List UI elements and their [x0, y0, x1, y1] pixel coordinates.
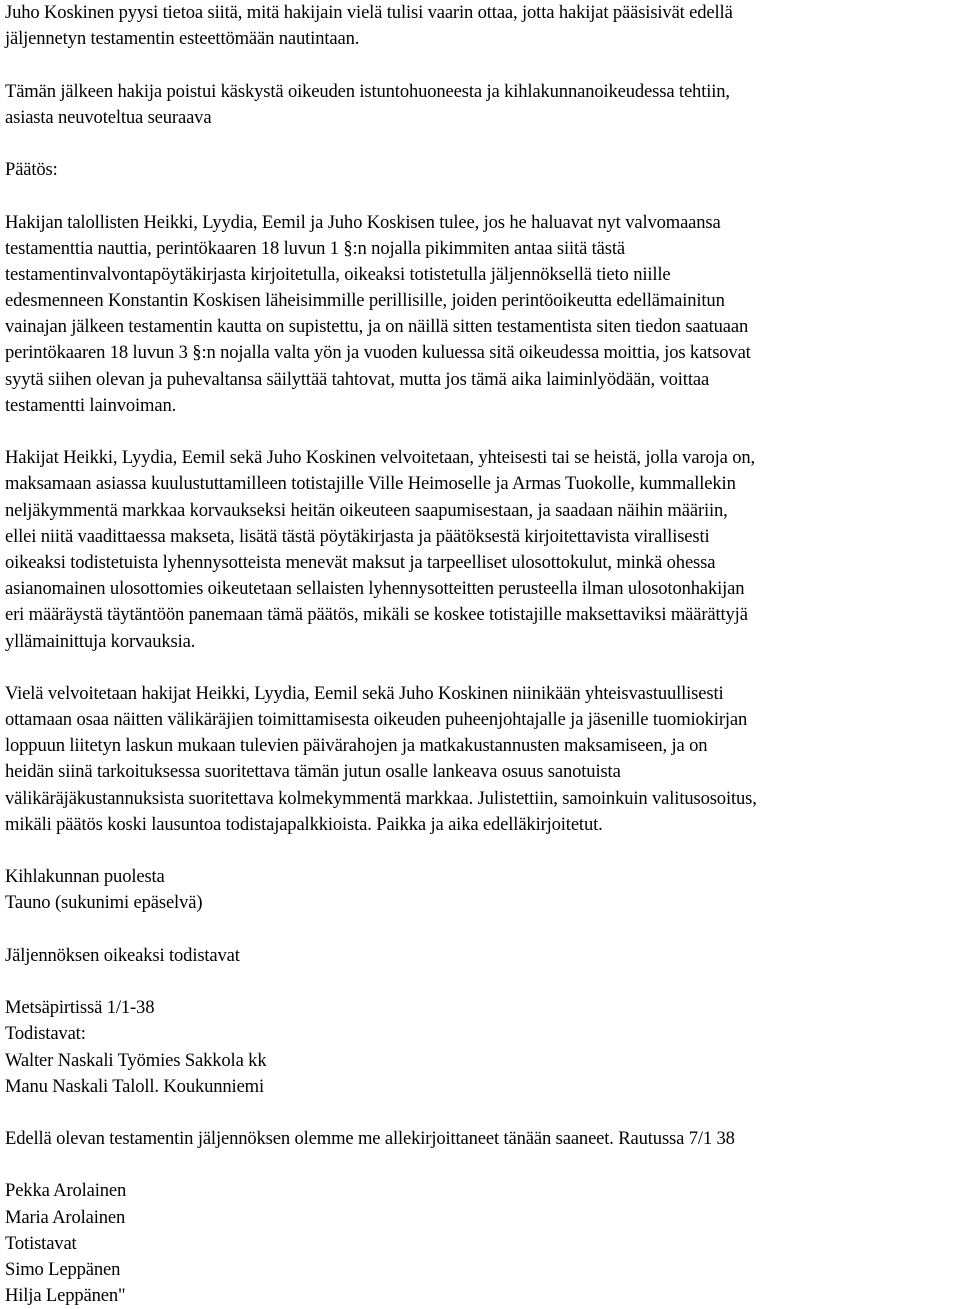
text-line: jäljennetyn testamentin esteettömään nautintaan. — [5, 28, 360, 50]
text-line: vainajan jälkeen testamentin kautta on supistettu, ja on näillä sitten testamentista siten tiedon saatuaan — [5, 316, 749, 338]
text-line: Todistavat: — [5, 1023, 86, 1045]
paragraph-gap — [5, 969, 957, 995]
text-line: Tauno (sukunimi epäselvä) — [5, 892, 203, 914]
departure-paragraph — [5, 79, 957, 131]
text-line: heidän siinä tarkoituksessa suoritettava tämän jutun osalle lankeava osuus sanotuista — [5, 761, 621, 783]
text-line: eri määräystä täytäntöön panemaan tämä päätös, mikäli se koskee totistajille maksettaviksi määrättyjä — [5, 604, 748, 626]
court-signature — [5, 864, 957, 916]
compensation-paragraph — [5, 445, 957, 655]
paragraph-gap — [5, 419, 957, 445]
text-line: yllämainittuja korvauksia. — [5, 630, 196, 652]
paragraph-gap — [5, 655, 957, 681]
text-line: loppuun liitetyn laskun mukaan tulevien päivärahojen ja matkakustannusten maksamiseen, ja on — [5, 735, 708, 757]
text-line: mikäli päätös koski lausuntoa todistajapalkkioista. Paikka ja aika edelläkirjoitetut. — [5, 813, 603, 835]
text-line: Metsäpirtissä 1/1-38 — [5, 997, 155, 1019]
costs-paragraph — [5, 681, 957, 838]
text-line: Simo Leppänen — [5, 1259, 121, 1280]
text-line: Tämän jälkeen hakija poistui käskystä oikeuden istuntohuoneesta ja kihlakunnanoikeudessa tehtiin, — [5, 80, 730, 102]
paragraph-gap — [5, 131, 957, 157]
text-line: maksamaan asiassa kuulustuttamilleen totistajille Ville Heimoselle ja Armas Tuokolle, kummallekin — [5, 473, 736, 495]
receipt-line: Edellä olevan testamentin jäljennöksen olemme me allekirjoittaneet tänään saaneet. Rautussa 7/1 38 — [5, 1128, 735, 1150]
paragraph-gap — [5, 1100, 957, 1126]
paragraph-gap — [5, 838, 957, 864]
text-line: Maria Arolainen — [5, 1206, 126, 1228]
decision-heading: Päätös: — [5, 159, 58, 181]
paragraph-gap — [5, 1152, 957, 1178]
text-line: Pekka Arolainen — [5, 1180, 127, 1202]
text-line: Hilja Leppänen" — [5, 1285, 126, 1307]
decision-paragraph — [5, 210, 957, 420]
text-line: asianomainen ulosottomies oikeutetaan sellaisten lyhennysotteitten perusteella ilman ulosotonhakijan — [5, 578, 745, 600]
text-line: neljäkymmentä markkaa korvaukseksi heitän oikeuteen saapumisestaan, ja saadaan näihin määriin, — [5, 499, 728, 521]
text-line: perintökaaren 18 luvun 3 §:n nojalla valta yön ja vuoden kuluessa sitä oikeudessa moittia, jos katsovat — [5, 342, 751, 364]
text-line: Hakijan talollisten Heikki, Lyydia, Eemil ja Juho Koskisen tulee, jos he haluavat nyt valvomaansa — [5, 211, 721, 233]
text-line: syytä siihen olevan ja puhevaltansa säilyttää tahtovat, mutta jos tämä aika laiminlyödään, voittaa — [5, 368, 710, 390]
final-signatures — [5, 1178, 957, 1309]
text-line: Kihlakunnan puolesta — [5, 866, 165, 888]
paragraph-gap — [5, 183, 957, 209]
text-line: edesmenneen Konstantin Koskisen läheisimmille perillisille, joiden perintöoikeutta edellämainitun — [5, 290, 725, 312]
text-line: Walter Naskali Työmies Sakkola kk — [5, 1049, 267, 1071]
text-line: oikeaksi todistetuista lyhennysotteista menevät maksut ja tarpeelliset ulosottokulut, minkä ohessa — [5, 551, 716, 573]
text-line: Juho Koskinen pyysi tietoa siitä, mitä hakijain vielä tulisi vaarin ottaa, jotta hakijat pääsisivät edellä — [5, 2, 733, 23]
text-line: Vielä velvoitetaan hakijat Heikki, Lyydia, Eemil sekä Juho Koskinen niinikään yhteisvastuullisesti — [5, 682, 724, 704]
text-line: asiasta neuvoteltua seuraava — [5, 106, 212, 128]
text-line: Totistavat — [5, 1232, 77, 1254]
text-line: välikäräjäkustannuksista suoritettava kolmekymmentä markkaa. Julistettiin, samoinkuin valitusosoitus, — [5, 787, 757, 809]
document-page — [5, 0, 957, 1309]
text-line: testamentinvalvontapöytäkirjasta kirjoitetulla, oikeaksi totistetulla jäljennöksellä tieto niille — [5, 263, 671, 285]
certified-copy-line: Jäljennöksen oikeaksi todistavat — [5, 944, 240, 966]
paragraph-gap — [5, 52, 957, 78]
intro-paragraph — [5, 0, 957, 52]
witness-block — [5, 995, 957, 1100]
text-line: Manu Naskali Taloll. Koukunniemi — [5, 1075, 264, 1097]
text-line: testamenttia nauttia, perintökaaren 18 luvun 1 §:n nojalla pikimmiten antaa siitä tästä — [5, 237, 625, 259]
text-line: Hakijat Heikki, Lyydia, Eemil sekä Juho Koskinen velvoitetaan, yhteisesti tai se heistä, jolla varoja on, — [5, 447, 756, 469]
text-line: ellei niitä vaadittaessa makseta, lisätä tästä pöytäkirjasta ja päätöksestä kirjoitettavista virallisesti — [5, 525, 710, 547]
text-line: testamentti lainvoiman. — [5, 394, 177, 416]
text-line: ottamaan osaa näitten välikäräjien toimittamisesta oikeuden puheenjohtajalle ja jäsenille tuomiokirjan — [5, 709, 748, 731]
paragraph-gap — [5, 917, 957, 943]
